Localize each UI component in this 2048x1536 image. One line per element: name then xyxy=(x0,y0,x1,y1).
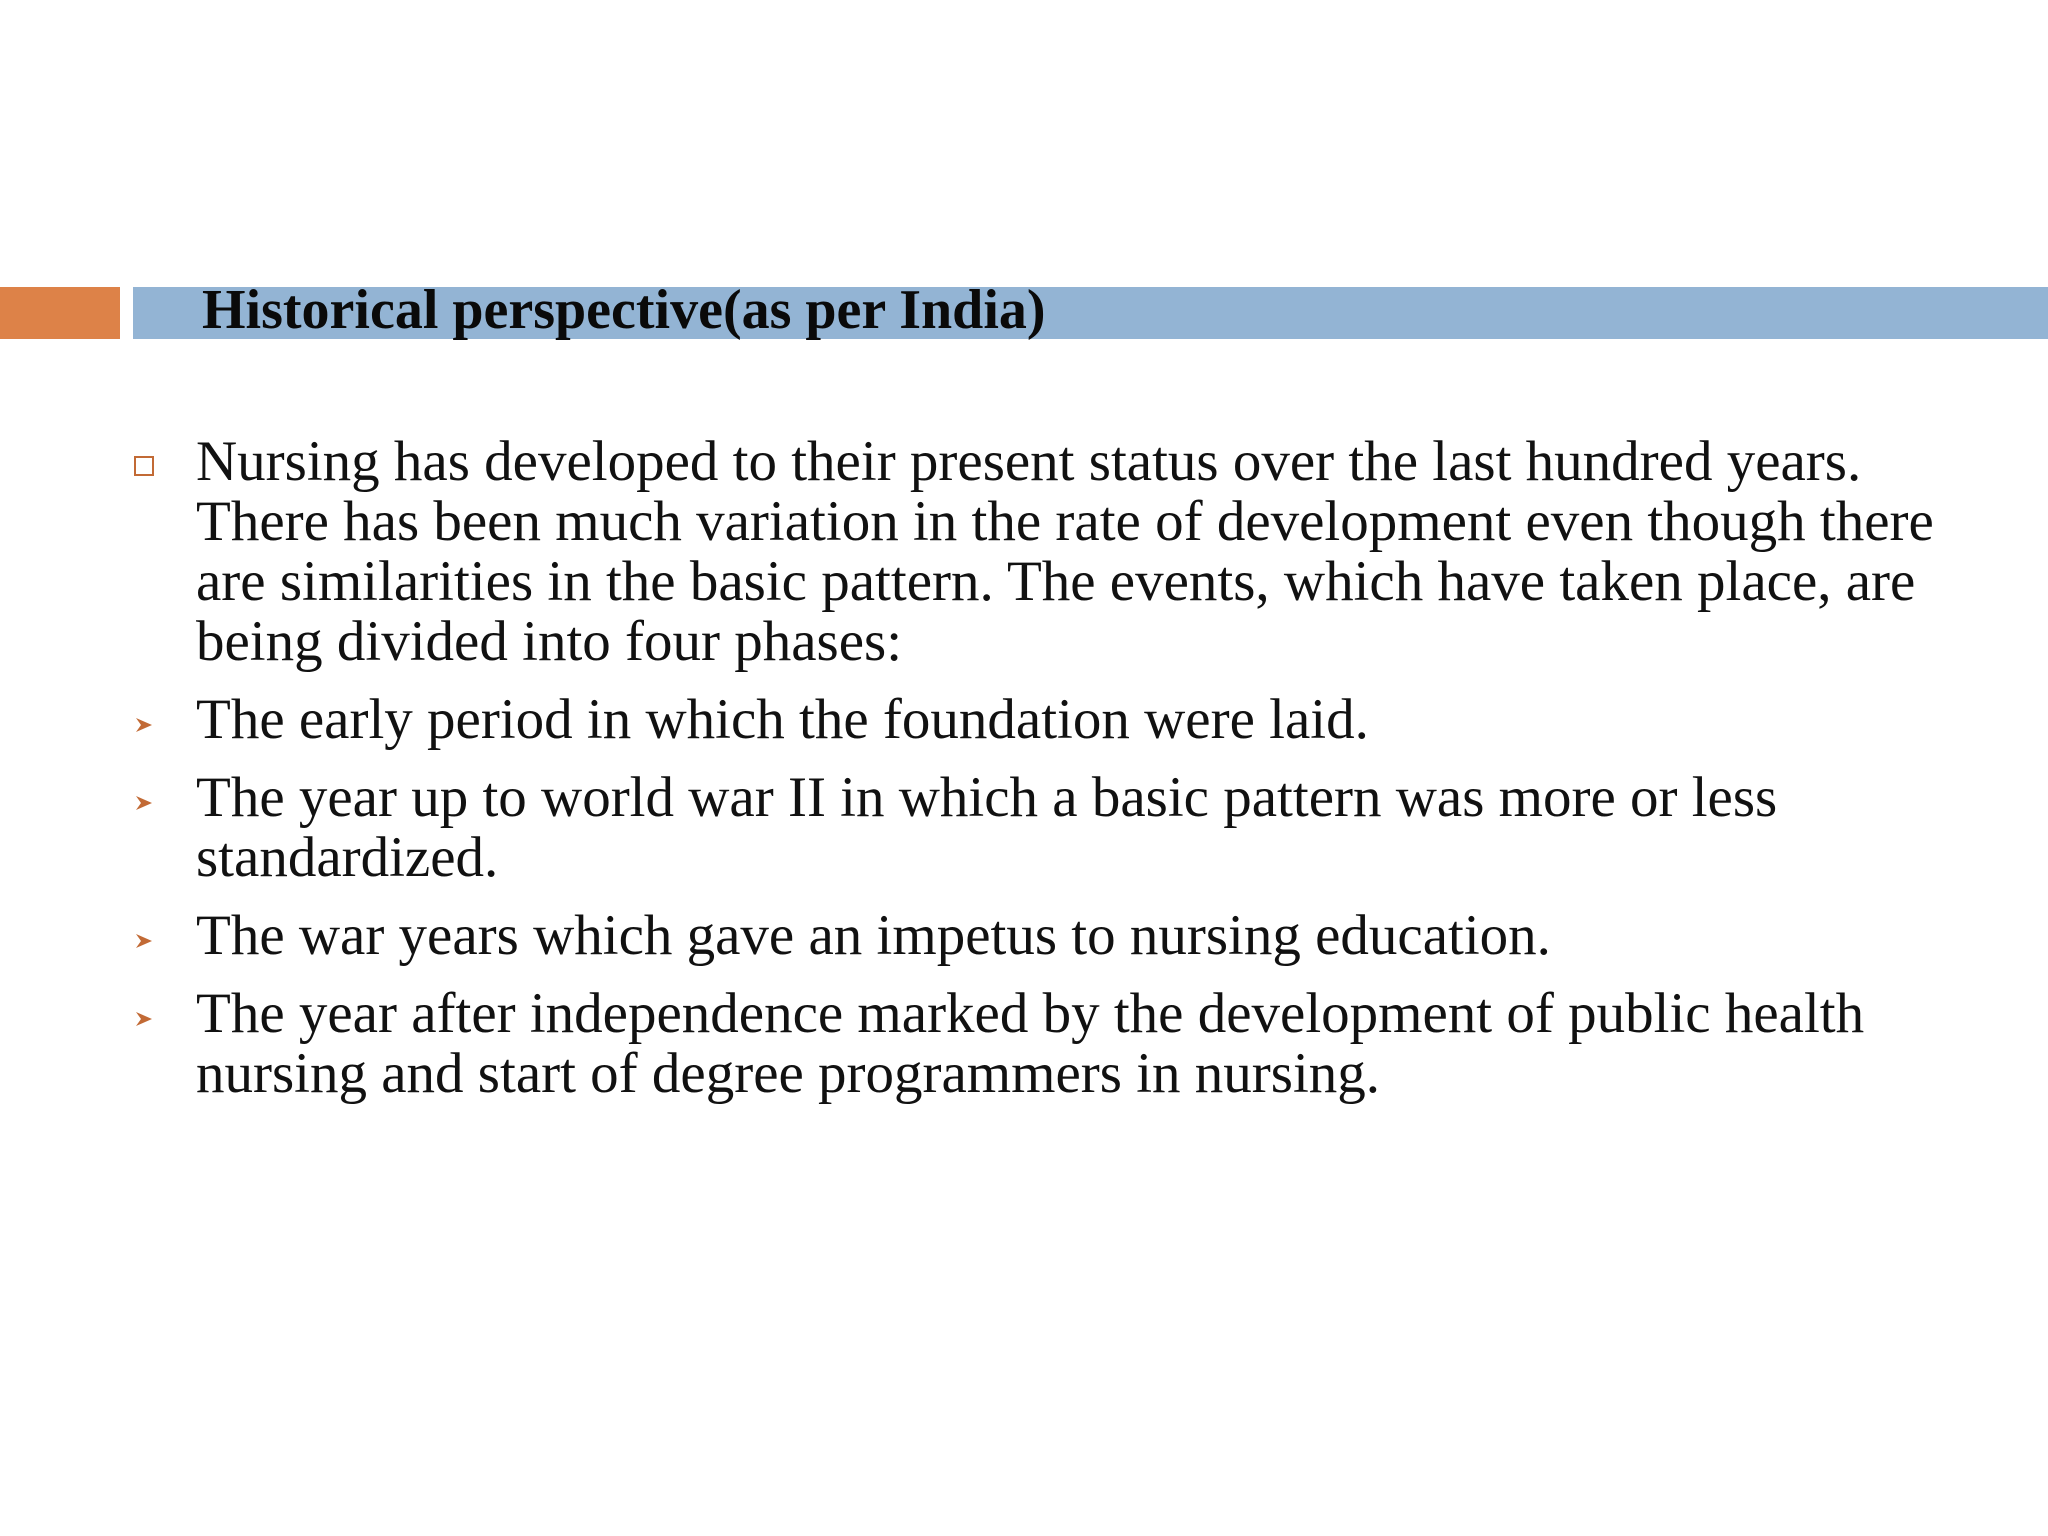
arrowhead-icon xyxy=(124,768,164,828)
list-item xyxy=(0,768,1936,888)
list-item-text: The early period in which the foundation were laid. xyxy=(196,688,1369,751)
list-item-text: The war years which gave an impetus to nursing education. xyxy=(196,904,1551,967)
list-item xyxy=(0,432,1936,672)
list-item-text: The year after independence marked by the development of public health nursing and start of degree programmers in nursing. xyxy=(196,982,1865,1105)
slide-content xyxy=(0,432,2048,1122)
list-item xyxy=(0,906,1936,966)
list-item-text: Nursing has developed to their present status over the last hundred years. There has been much variation in the rate of development even though there are similarities in the basic pattern. The events, which have taken place, are being divided into four phases: xyxy=(196,430,1934,673)
arrowhead-icon xyxy=(124,906,164,966)
slide-title: Historical perspective(as per India) xyxy=(202,279,1046,341)
list-item-text: The year up to world war II in which a basic pattern was more or less standardized. xyxy=(196,766,1778,889)
arrowhead-icon xyxy=(124,984,164,1044)
list-item xyxy=(0,984,1936,1104)
arrowhead-icon xyxy=(124,690,164,750)
square-outline-icon xyxy=(124,432,164,492)
title-accent-orange-bar xyxy=(0,287,120,339)
list-item xyxy=(0,690,1936,750)
